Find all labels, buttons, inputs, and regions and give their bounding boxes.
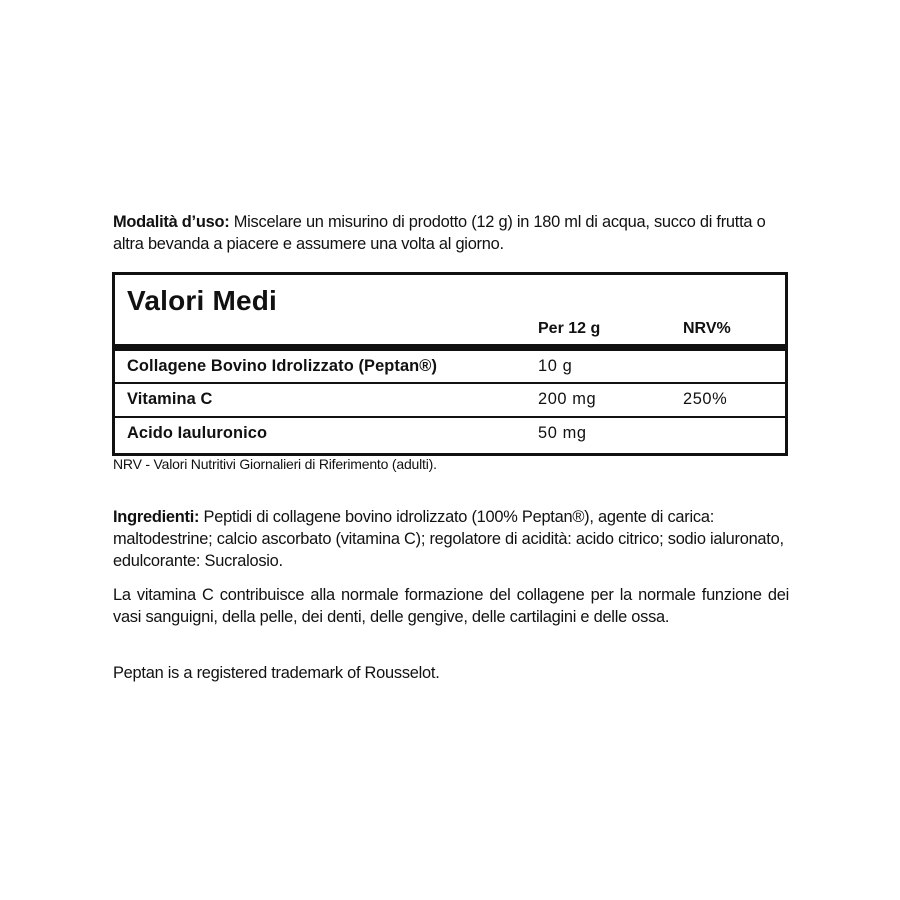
table-row <box>115 351 785 384</box>
nrv-footnote: NRV - Valori Nutritivi Giornalieri di Riferimento (adulti). <box>113 456 437 472</box>
nutrient-name: Vitamina C <box>127 390 213 408</box>
nutrient-name: Acido Iauluronico <box>127 424 268 442</box>
nutrition-title: Valori Medi <box>127 285 278 316</box>
nutrient-name: Collagene Bovino Idrolizzato (Peptan®) <box>127 357 438 375</box>
column-header-nrv: NRV% <box>683 320 731 337</box>
nutrient-value: 200 mg <box>538 390 597 408</box>
nutrition-table <box>112 272 788 456</box>
usage-text: Miscelare un misurino di prodotto (12 g) in 180 ml di acqua, succo di frutta o altra bevanda a piacere e assumere una volta al giorno. <box>113 213 766 253</box>
column-header-per-serving: Per 12 g <box>538 320 601 337</box>
usage-instructions <box>113 211 789 255</box>
health-claim: La vitamina C contribuisce alla normale formazione del collagene per la normale funzione dei vasi sanguigni, della pelle, dei denti, delle gengive, delle cartilagini e delle ossa. <box>113 586 789 626</box>
table-row <box>115 384 785 417</box>
nutrient-value: 10 g <box>538 357 573 375</box>
ingredients-list <box>113 506 789 572</box>
table-row <box>115 418 785 451</box>
ingredients-text: Peptidi di collagene bovino idrolizzato (100% Peptan®), agente di carica: maltodestrine; calcio ascorbato (vitamina C); regolatore di acidità: acido citrico; sodio ialuronato, edulcorante: Sucralosio. <box>113 508 784 570</box>
trademark-notice: Peptan is a registered trademark of Rousselot. <box>113 664 440 682</box>
usage-label: Modalità d’uso: <box>113 213 230 231</box>
nutrient-nrv: 250% <box>683 390 728 408</box>
ingredients-label: Ingredienti: <box>113 508 200 526</box>
nutrient-value: 50 mg <box>538 424 587 442</box>
header-divider <box>115 344 785 351</box>
